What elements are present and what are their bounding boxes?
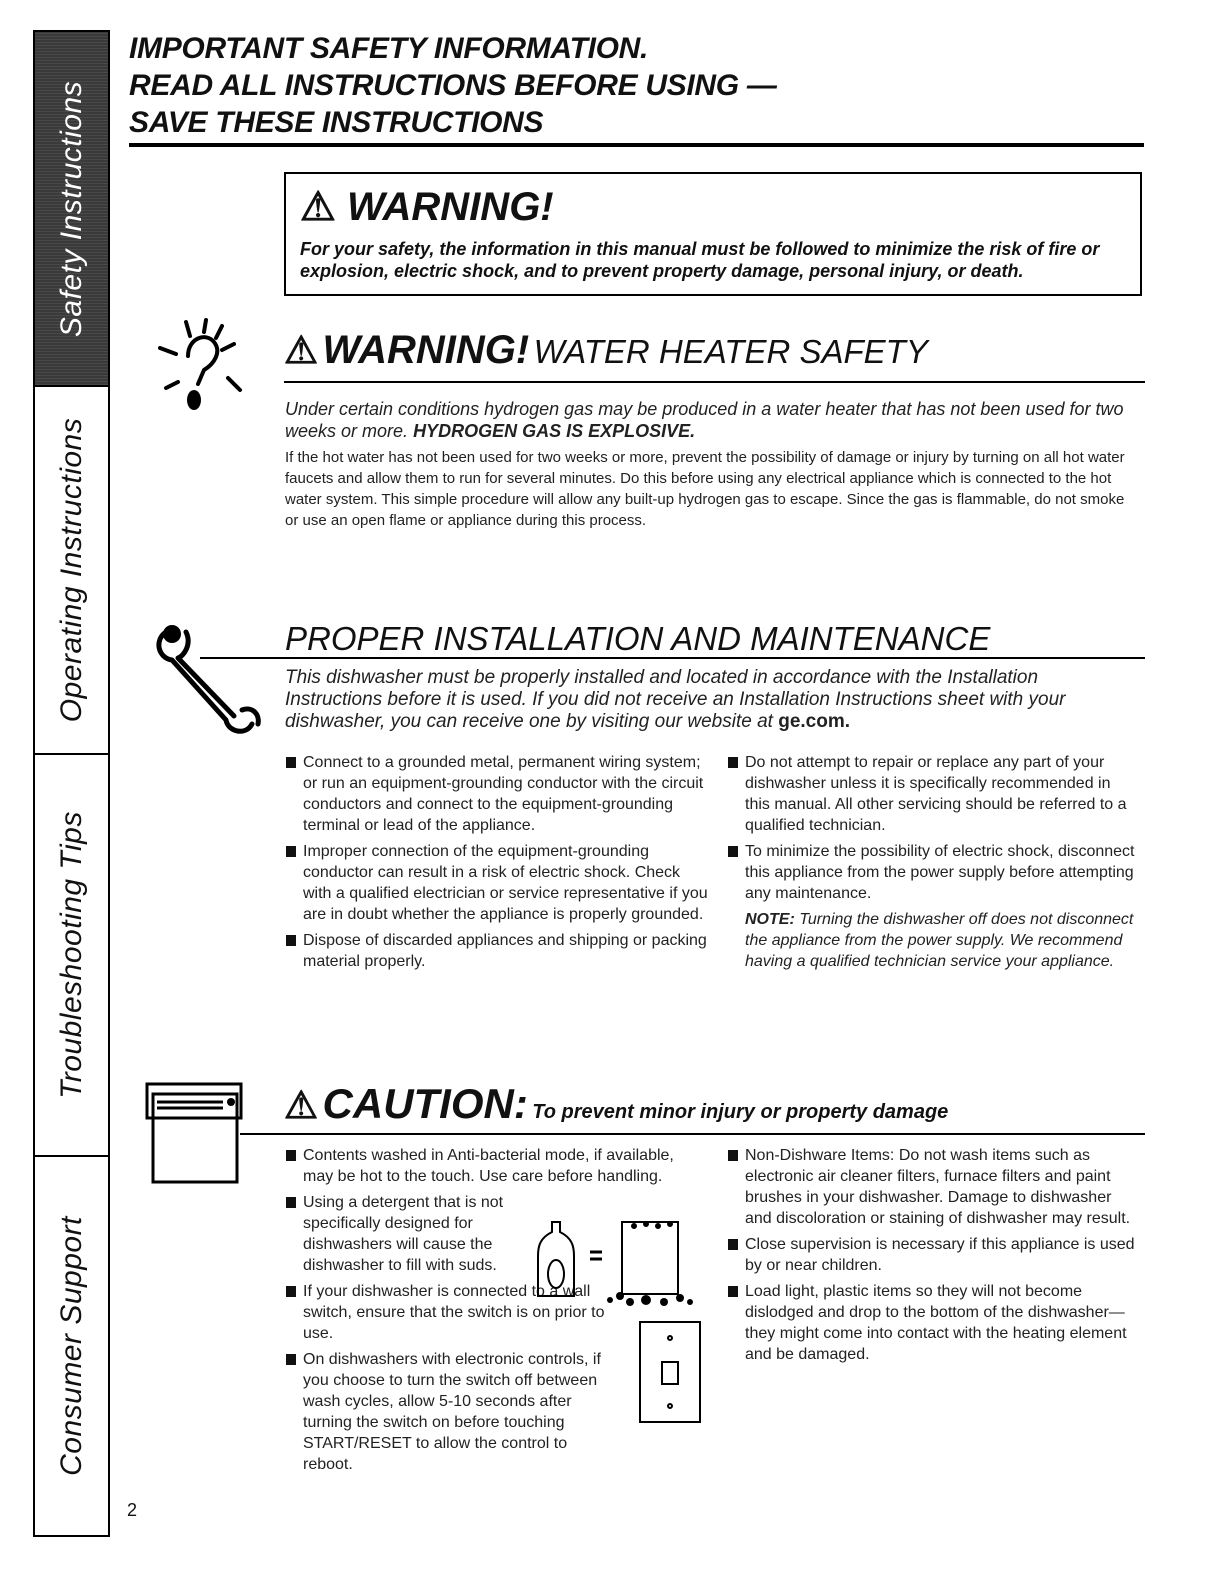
tab-consumer-support[interactable] bbox=[35, 1155, 108, 1535]
list-item: Improper connection of the equipment-grounding conductor can result in a risk of electric shock. Check with a qualified electrician or service representative if you are in doubt whether the appliance is properly grounded. bbox=[285, 841, 710, 925]
page-header bbox=[129, 30, 1144, 147]
bulb-warning-icon bbox=[148, 318, 278, 428]
caution-subtitle: To prevent minor injury or property damage bbox=[532, 1101, 949, 1123]
tab-label: Troubleshooting Tips bbox=[54, 811, 88, 1099]
water-heater-warning-word: WARNING! bbox=[322, 328, 530, 372]
water-heater-title: WATER HEATER SAFETY bbox=[533, 333, 928, 370]
section-rule bbox=[284, 381, 1145, 383]
caution-left-column bbox=[285, 1145, 674, 1480]
installation-left-column bbox=[285, 752, 710, 977]
warning-title-text: WARNING! bbox=[346, 185, 554, 229]
water-heater-heading bbox=[284, 328, 928, 373]
warning-triangle-icon: ⚠ bbox=[284, 330, 319, 372]
caution-title: CAUTION: bbox=[322, 1080, 528, 1127]
tab-troubleshooting-tips[interactable] bbox=[35, 753, 108, 1155]
hydrogen-explosive-warning: HYDROGEN GAS IS EXPLOSIVE. bbox=[413, 421, 696, 441]
list-item: Using a detergent that is not specifically designed for dishwashers will cause the dishwasher to fill with suds. bbox=[285, 1192, 533, 1276]
list-item: Connect to a grounded metal, permanent wiring system; or run an equipment-grounding conductor with the circuit conductors and connect to the equipment-grounding terminal or lead of the appliance. bbox=[285, 752, 710, 836]
side-tab-strip bbox=[33, 30, 110, 1537]
detergent-suds-illustration bbox=[534, 1212, 704, 1312]
note-label: NOTE: bbox=[745, 911, 795, 928]
header-line-1: IMPORTANT SAFETY INFORMATION. bbox=[129, 32, 649, 65]
tab-operating-instructions[interactable] bbox=[35, 385, 108, 753]
caution-triangle-icon: ⚠ bbox=[284, 1085, 319, 1127]
caution-heading bbox=[284, 1080, 948, 1128]
warning-title bbox=[300, 184, 1126, 230]
section-rule bbox=[240, 1133, 1145, 1135]
list-item: Load light, plastic items so they will not become dislodged and drop to the bottom of the dishwasher—they might come into contact with the heating element and be damaged. bbox=[727, 1281, 1139, 1365]
note-text: Turning the dishwasher off does not disconnect the appliance from the power supply. We recommend having a qualified technician service your appliance. bbox=[745, 911, 1134, 970]
tab-label: Consumer Support bbox=[54, 1216, 88, 1476]
list-item: Close supervision is necessary if this appliance is used by or near children. bbox=[727, 1234, 1139, 1276]
list-item: Do not attempt to repair or replace any part of your dishwasher unless it is specifically recommended in this manual. All other servicing should be referred to a qualified technician. bbox=[727, 752, 1137, 836]
installation-right-column bbox=[727, 752, 1137, 972]
installation-title: PROPER INSTALLATION AND MAINTENANCE bbox=[285, 620, 991, 657]
list-item: To minimize the possibility of electric shock, disconnect this appliance from the power supply before attempting any maintenance. bbox=[727, 841, 1137, 904]
water-heater-intro-text: Under certain conditions hydrogen gas may be produced in a water heater that has not been used for two weeks or more. bbox=[285, 399, 1124, 441]
warning-box bbox=[284, 172, 1142, 296]
list-item: On dishwashers with electronic controls, if you choose to turn the switch off between wash cycles, allow 5-10 seconds after turning the switch on before touching START/RESET to allow the control to reboot. bbox=[285, 1349, 620, 1475]
note bbox=[727, 909, 1137, 972]
list-item: Non-Dishware Items: Do not wash items such as electronic air cleaner filters, furnace filters and paint brushes in your dishwasher. Damage to dishwasher and discoloration or staining of dishwasher may result. bbox=[727, 1145, 1139, 1229]
water-heater-intro bbox=[285, 398, 1145, 442]
wall-switch-illustration bbox=[636, 1318, 706, 1428]
water-heater-body: If the hot water has not been used for two weeks or more, prevent the possibility of damage or injury by turning on all hot water faucets and allow them to run for several minutes. Do this before using any electrical appliance which is connected to the hot water system. This simple procedure will allow any built-up hydrogen gas to escape. Since the gas is flammable, do not smoke or use an open flame or appliance during this process. bbox=[285, 449, 1125, 529]
section-rule bbox=[200, 657, 1145, 659]
tab-label: Operating Instructions bbox=[54, 417, 88, 723]
tab-safety-instructions[interactable] bbox=[35, 30, 108, 385]
warning-triangle-icon: ⚠ bbox=[300, 185, 336, 229]
installation-intro-text: This dishwasher must be properly installed and located in accordance with the Installation Instructions before it is used. If you did not receive an Installation Instructions sheet with your dishwasher, you can receive one by visiting our website at bbox=[285, 667, 1066, 732]
dishwasher-icon bbox=[143, 1080, 243, 1185]
list-item: If your dishwasher is connected to a wall switch, ensure that the switch is on prior to use. bbox=[285, 1281, 620, 1344]
header-line-3: SAVE THESE INSTRUCTIONS bbox=[129, 106, 544, 139]
header-line-2: READ ALL INSTRUCTIONS BEFORE USING — bbox=[129, 69, 777, 102]
installation-intro bbox=[285, 667, 1135, 733]
wrench-icon bbox=[148, 610, 263, 740]
caution-right-column bbox=[727, 1145, 1139, 1370]
website-link[interactable]: ge.com. bbox=[778, 711, 851, 732]
list-item: Contents washed in Anti-bacterial mode, if available, may be hot to the touch. Use care before handling. bbox=[285, 1145, 693, 1187]
header-rule bbox=[129, 143, 1144, 147]
warning-text: For your safety, the information in this manual must be followed to minimize the risk of fire or explosion, electric shock, and to prevent property damage, personal injury, or death. bbox=[300, 239, 1100, 281]
tab-label: Safety Instructions bbox=[54, 80, 88, 337]
page-number: 2 bbox=[127, 1500, 138, 1520]
list-item: Dispose of discarded appliances and shipping or packing material properly. bbox=[285, 930, 710, 972]
